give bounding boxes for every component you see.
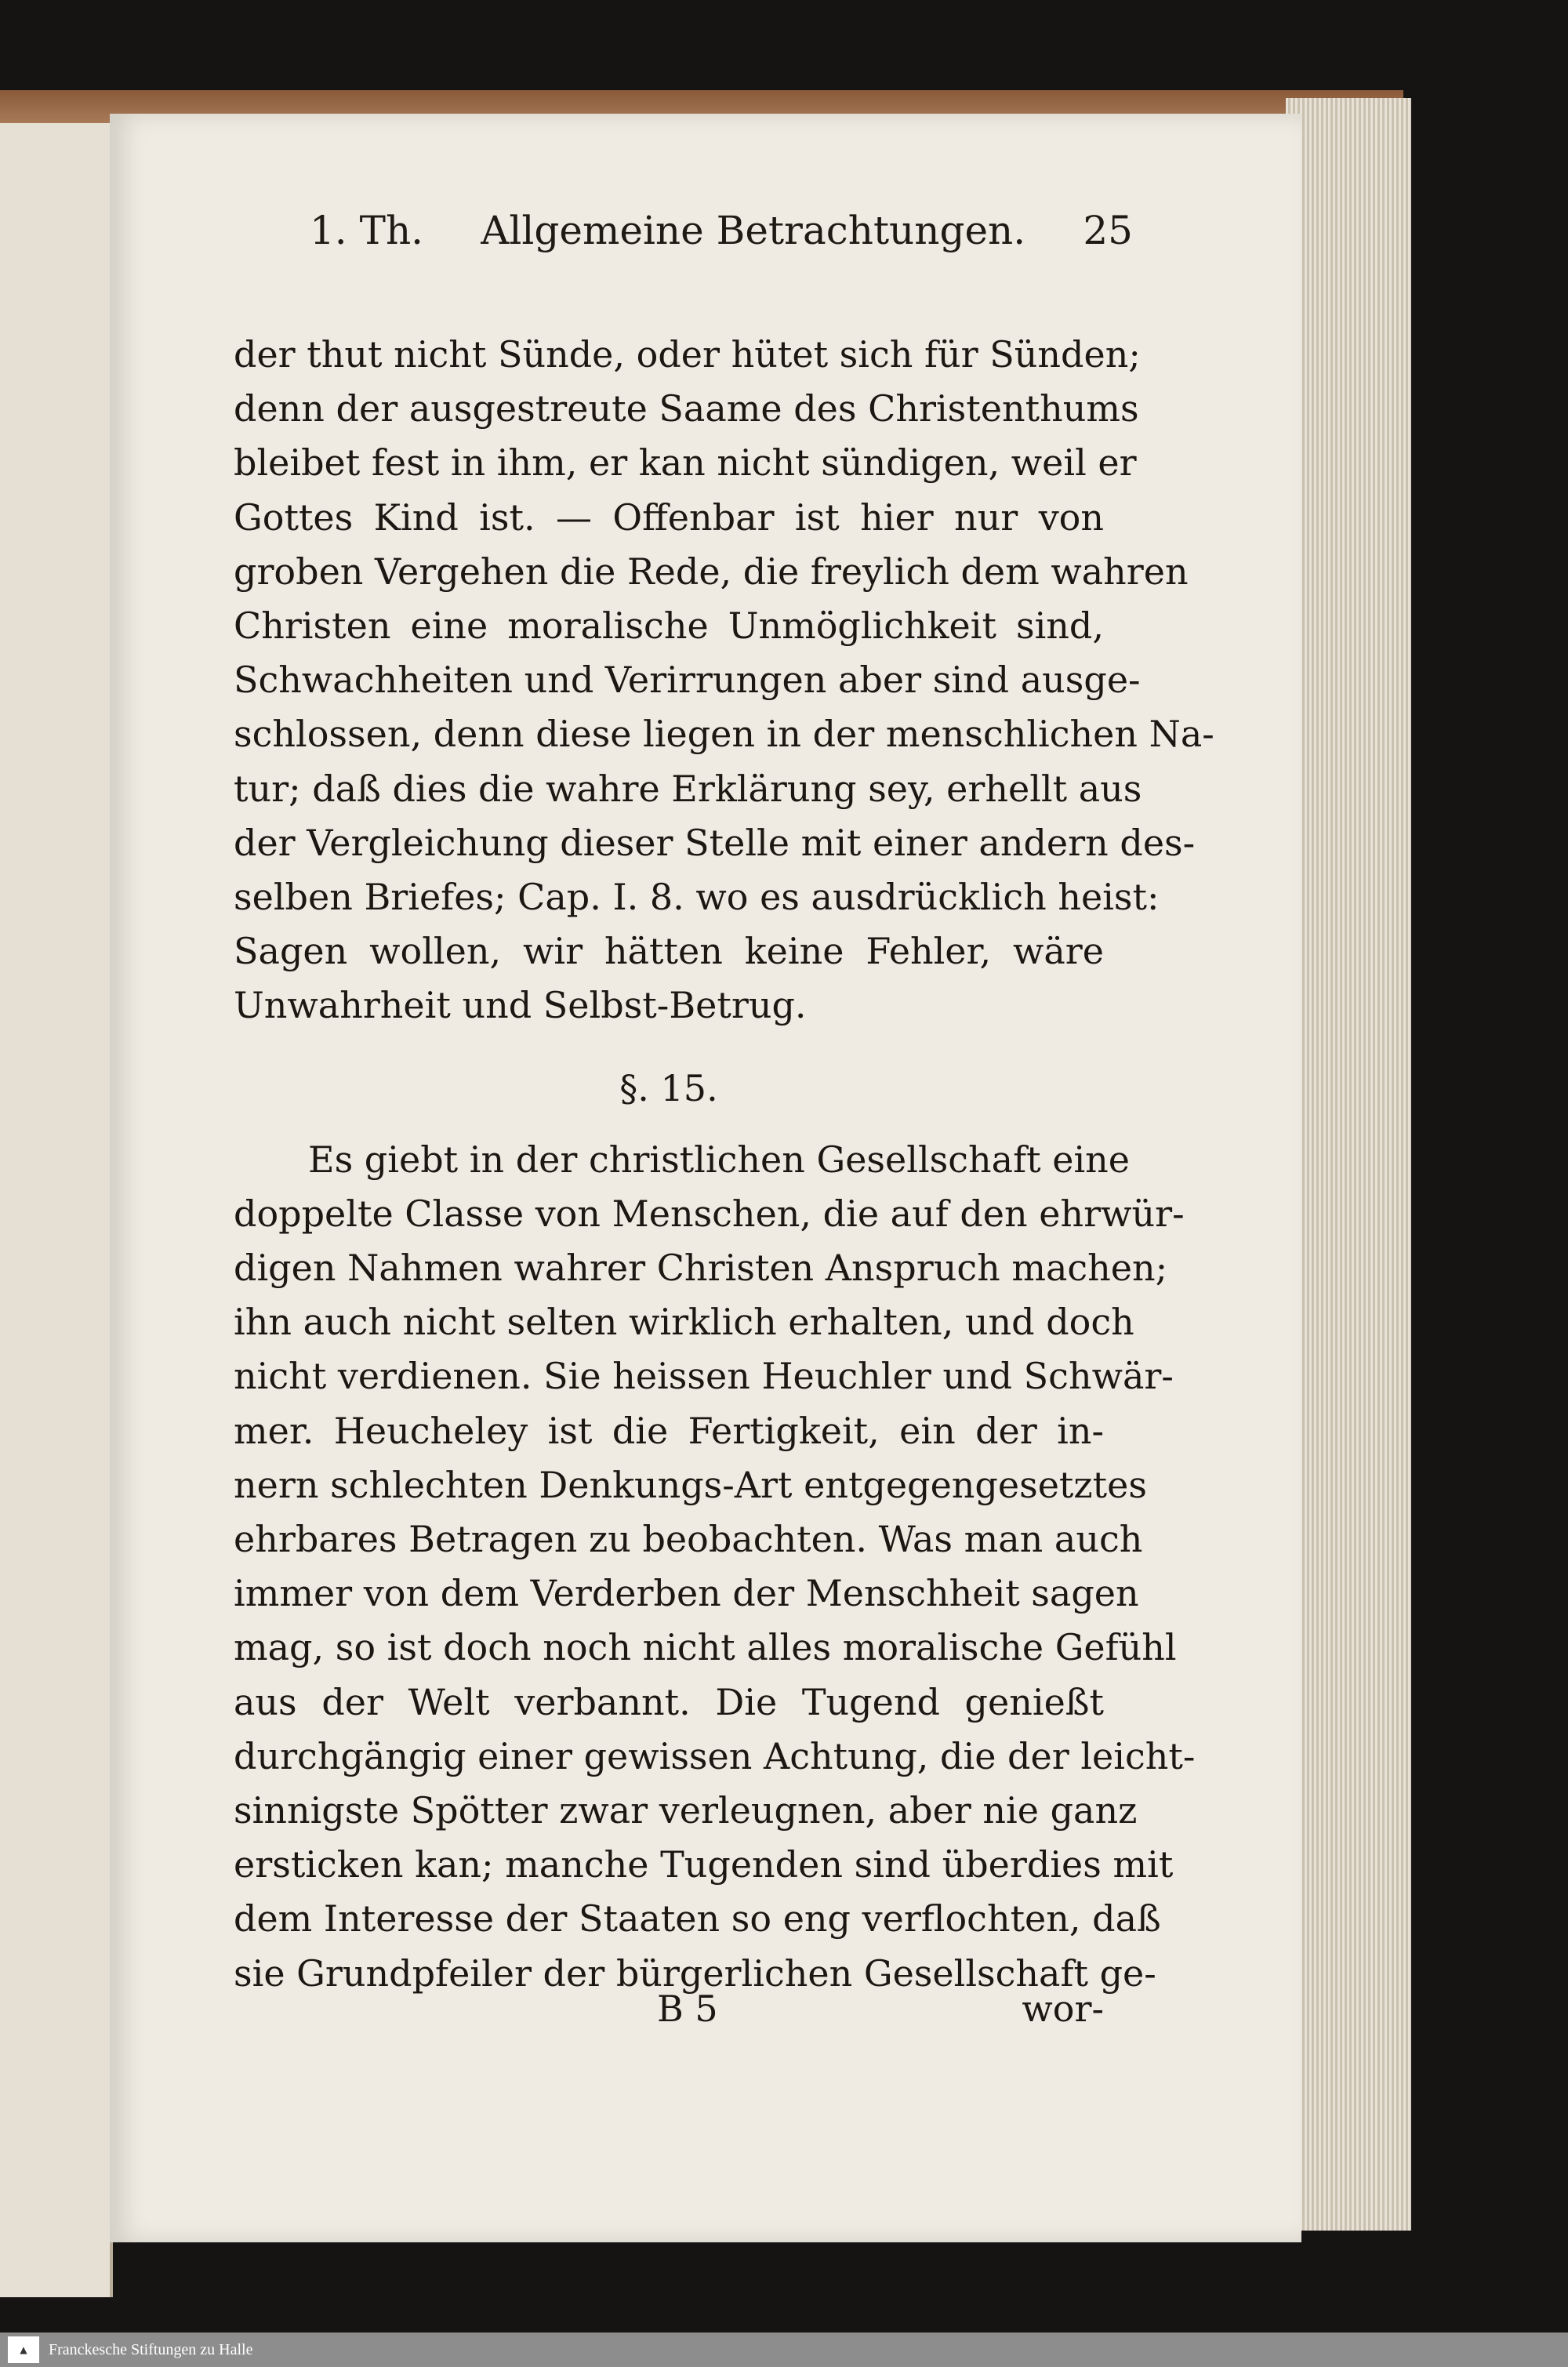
- signature-mark: B 5: [657, 1988, 718, 2030]
- text-line: sie Grundpfeiler der bürgerlichen Gesellschaft ge-: [234, 1951, 1156, 1995]
- text-line: durchgängig einer gewissen Achtung, die der leicht-: [234, 1734, 1196, 1777]
- chapter-label: 1. Th.: [310, 208, 424, 253]
- text-line: ehrbares Betragen zu beobachten. Was man auch: [234, 1518, 1143, 1561]
- running-head: [310, 208, 1133, 253]
- text-line: nicht verdienen. Sie heissen Heuchler und Schwär-: [234, 1355, 1174, 1398]
- text-line: sinnigste Spötter zwar verleugnen, aber nie ganz: [234, 1789, 1138, 1832]
- paragraph-2: [234, 1133, 1196, 2001]
- catchword: wor-: [1022, 1988, 1104, 2030]
- body-text: [234, 328, 1214, 2001]
- text-line: Gottes Kind ist. — Offenbar ist hier nur von: [234, 496, 1104, 539]
- text-line: ihn auch nicht selten wirklich erhalten, und doch: [234, 1301, 1134, 1344]
- institution-logo-icon: ▲: [8, 2336, 39, 2363]
- paragraph-1: [234, 328, 1214, 1033]
- text-line: digen Nahmen wahrer Christen Anspruch machen;: [234, 1247, 1168, 1290]
- text-line: tur; daß dies die wahre Erklärung sey, erhellt aus: [234, 767, 1142, 810]
- text-line-indented: [234, 1133, 1131, 1187]
- text-line: mag, so ist doch noch nicht alles moralische Gefühl: [234, 1626, 1177, 1669]
- text-line: mer. Heucheley ist die Fertigkeit, ein der in-: [234, 1409, 1104, 1452]
- page-fore-edge: [1286, 98, 1411, 2231]
- text-line: der thut nicht Sünde, oder hütet sich für Sünden;: [234, 333, 1141, 376]
- text-line: immer von dem Verderben der Menschheit sagen: [234, 1572, 1139, 1615]
- text-line: Schwachheiten und Verirrungen aber sind ausge-: [234, 659, 1141, 702]
- text-line: aus der Welt verbannt. Die Tugend genießt: [234, 1680, 1104, 1723]
- text-line: Christen eine moralische Unmöglichkeit sind,: [234, 604, 1104, 648]
- text-line: dem Interesse der Staaten so eng verflochten, daß: [234, 1897, 1161, 1940]
- text-line: der Vergleichung dieser Stelle mit einer andern des-: [234, 821, 1196, 864]
- text-line: bleibet fest in ihm, er kan nicht sündigen, weil er: [234, 441, 1137, 485]
- text-line: selben Briefes; Cap. I. 8. wo es ausdrücklich heist:: [234, 876, 1160, 919]
- text-line: ersticken kan; manche Tugenden sind überdies mit: [234, 1843, 1174, 1886]
- attribution-bar: [0, 2333, 1568, 2367]
- institution-label: Franckesche Stiftungen zu Halle: [49, 2340, 253, 2358]
- text-line: schlossen, denn diese liegen in der menschlichen Na-: [234, 713, 1214, 756]
- text-line: Sagen wollen, wir hätten keine Fehler, wäre: [234, 930, 1104, 973]
- page-footer: [234, 1988, 1104, 2030]
- text-line: Es giebt in der christlichen Gesellschaft eine: [308, 1138, 1131, 1181]
- text-line: denn der ausgestreute Saame des Christenthums: [234, 387, 1139, 430]
- running-title: Allgemeine Betrachtungen.: [481, 208, 1026, 253]
- facing-page: [0, 118, 113, 2297]
- text-line: groben Vergehen die Rede, die freylich dem wahren: [234, 550, 1189, 593]
- text-line: nern schlechten Denkungs-Art entgegengesetztes: [234, 1463, 1147, 1506]
- text-line: Unwahrheit und Selbst-Betrug.: [234, 984, 807, 1027]
- page-number: 25: [1083, 208, 1133, 253]
- text-line: doppelte Classe von Menschen, die auf den ehrwür-: [234, 1192, 1185, 1235]
- section-heading: §. 15.: [619, 1066, 718, 1109]
